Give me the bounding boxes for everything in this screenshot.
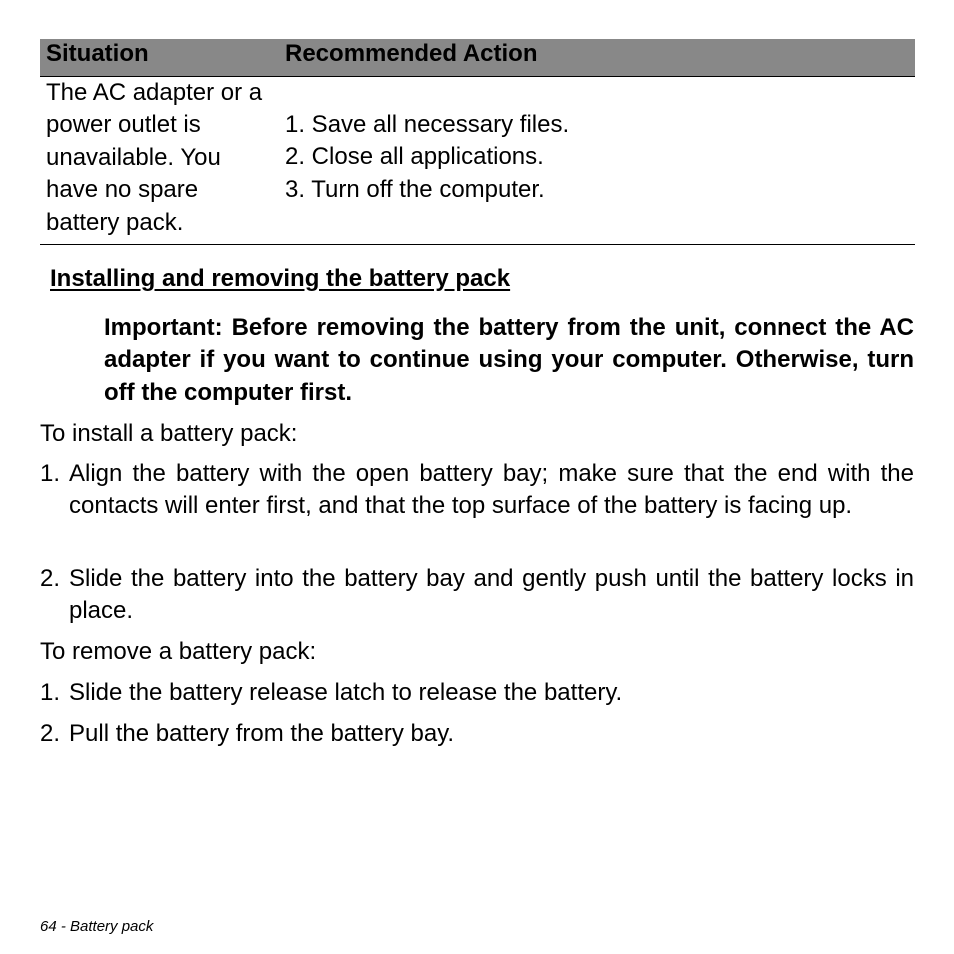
important-note: Important: Before removing the battery from the unit, connect the AC adapter if you want to continue using your computer. Otherwise, turn off the computer first. xyxy=(104,314,914,406)
situation-action-table xyxy=(40,39,915,245)
page-footer: 64 - Battery pack xyxy=(40,918,154,935)
list-number: 2. xyxy=(40,720,61,747)
list-item xyxy=(40,458,914,523)
table-row xyxy=(40,77,915,245)
list-number: 1. xyxy=(40,679,61,706)
situation-cell: The AC adapter or a power outlet is unavailable. You have no spare battery pack. xyxy=(46,79,263,236)
list-item xyxy=(40,563,914,628)
list-number: 1. xyxy=(40,460,61,487)
list-text: Slide the battery release latch to release the battery. xyxy=(69,679,623,706)
list-text: Align the battery with the open battery bay; make sure that the end with the contacts will enter first, and that the top surface of the battery is facing up. xyxy=(69,460,914,520)
list-text: Pull the battery from the battery bay. xyxy=(69,720,455,747)
remove-intro: To remove a battery pack: xyxy=(40,638,317,665)
list-number: 2. xyxy=(40,565,61,592)
install-intro: To install a battery pack: xyxy=(40,420,298,447)
action-step: 1. Save all necessary files. xyxy=(285,111,570,138)
header-recommended-action: Recommended Action xyxy=(285,40,538,67)
header-situation: Situation xyxy=(46,40,149,67)
action-step: 3. Turn off the computer. xyxy=(285,175,545,203)
action-cell xyxy=(285,109,569,206)
list-item xyxy=(40,677,914,709)
table-header xyxy=(40,39,915,77)
list-item xyxy=(40,718,914,750)
list-text: Slide the battery into the battery bay and gently push until the battery locks in place. xyxy=(69,565,914,625)
section-heading: Installing and removing the battery pack xyxy=(50,265,511,292)
action-step: 2. Close all applications. xyxy=(285,143,544,171)
